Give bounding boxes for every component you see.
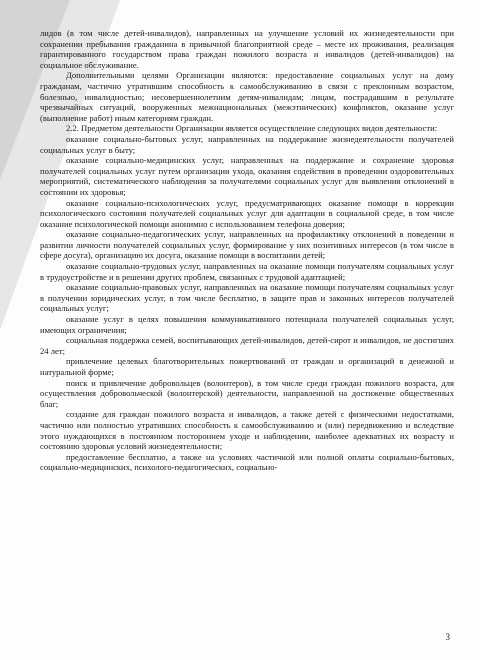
paragraph-3: 2.2. Предметом деятельности Организации является осуществление следующих видов деятельности: bbox=[66, 123, 438, 134]
page-number: 3 bbox=[445, 632, 450, 642]
paragraph-4: оказание социально-бытовых услуг, направленных на поддержание жизнедеятельности получателей социальных услуг в быту; bbox=[40, 133, 454, 155]
paragraph-8: оказание социально-трудовых услуг, направленных на оказание помощи получателям социальных услуг в трудоустройстве и в решении других проблем, связанных с трудовой адаптацией; bbox=[40, 261, 454, 282]
document-body bbox=[40, 28, 454, 473]
paragraph-15: предоставление бесплатно, а также на условиях частичной или полной оплаты социально-бытовых, социально-медицинских, психолого-педагогических, социально- bbox=[40, 451, 454, 473]
paragraph-1: лидов (в том числе детей-инвалидов), направленных на улучшение условий их жизнедеятельности при сохранении пребывания гражданина в привычной благоприятной среде – месте их проживания, реализация гарантированного государством права граждан пожилого возраста и инвалидов (детей-инвалидов) на социальное обслуживание. bbox=[40, 28, 454, 70]
paragraph-14: создание для граждан пожилого возраста и инвалидов, а также детей с физическими недостатками, частично или полностью утративших способность к самообслуживанию и (или) передвижению и вследствие этого нуждающихся в постоянном постороннем уходе и наблюдении, наиболее адекватных их возрасту и состоянию здоровья условий жизнедеятельности; bbox=[40, 409, 454, 452]
paragraph-6: оказание социально-психологических услуг, предусматривающих оказание помощи в коррекции психологического состояния получателей социальных услуг для адаптации в социальной среде, в том числе оказание психологической помощи анонимно с использованием телефона доверия; bbox=[40, 197, 454, 229]
paragraph-11: социальная поддержка семей, воспитывающих детей-инвалидов, детей-сирот и инвалидов, не достигших 24 лет; bbox=[40, 335, 454, 356]
paragraph-7: оказание социально-педагогических услуг, направленных на профилактику отклонений в поведении и развитии личности получателей социальных услуг, формирование у них позитивных интересов (в том числе в сфере досуга), организацию их досуга, оказание помощи в воспитании детей; bbox=[40, 229, 454, 261]
paragraph-5: оказание социально-медицинских услуг, направленных на поддержание и сохранение здоровья получателей социальных услуг путем организации ухода, оказания содействия в проведении оздоровительных мероприятий, систематического наблюдения за получателями социальных услуг для выявления отклонений в состоянии их здоровья; bbox=[40, 155, 454, 197]
paragraph-10: оказание услуг в целях повышения коммуникативного потенциала получателей социальных услуг, имеющих ограничения; bbox=[40, 314, 454, 335]
paragraph-13: поиск и привлечение добровольцев (волонтеров), в том числе среди граждан пожилого возраста, для осуществления добровольческой (волонтерской) деятельности, направленной на достижение общественных благ; bbox=[40, 377, 454, 409]
paragraph-2: Дополнительными целями Организации являются: предоставление социальных услуг на дому гражданам, частично утратившим способность к самообслуживанию в связи с преклонным возрастом, болезнью, инвалидностью; несовершеннолетним детям-инвалидам; лицам, пострадавшим в результате чрезвычайных ситуаций, вооруженных межнациональных (межэтнических) конфликтов, оказание услуг (выполнение работ) иным категориям граждан. bbox=[40, 70, 454, 123]
paragraph-9: оказание социально-правовых услуг, направленных на оказание помощи получателям социальных услуг в получении юридических услуг, в том числе бесплатно, в защите прав и законных интересов получателей социальных услуг; bbox=[40, 282, 454, 314]
paragraph-12: привлечение целевых благотворительных пожертвований от граждан и организаций в денежной и натуральной форме; bbox=[40, 356, 454, 377]
